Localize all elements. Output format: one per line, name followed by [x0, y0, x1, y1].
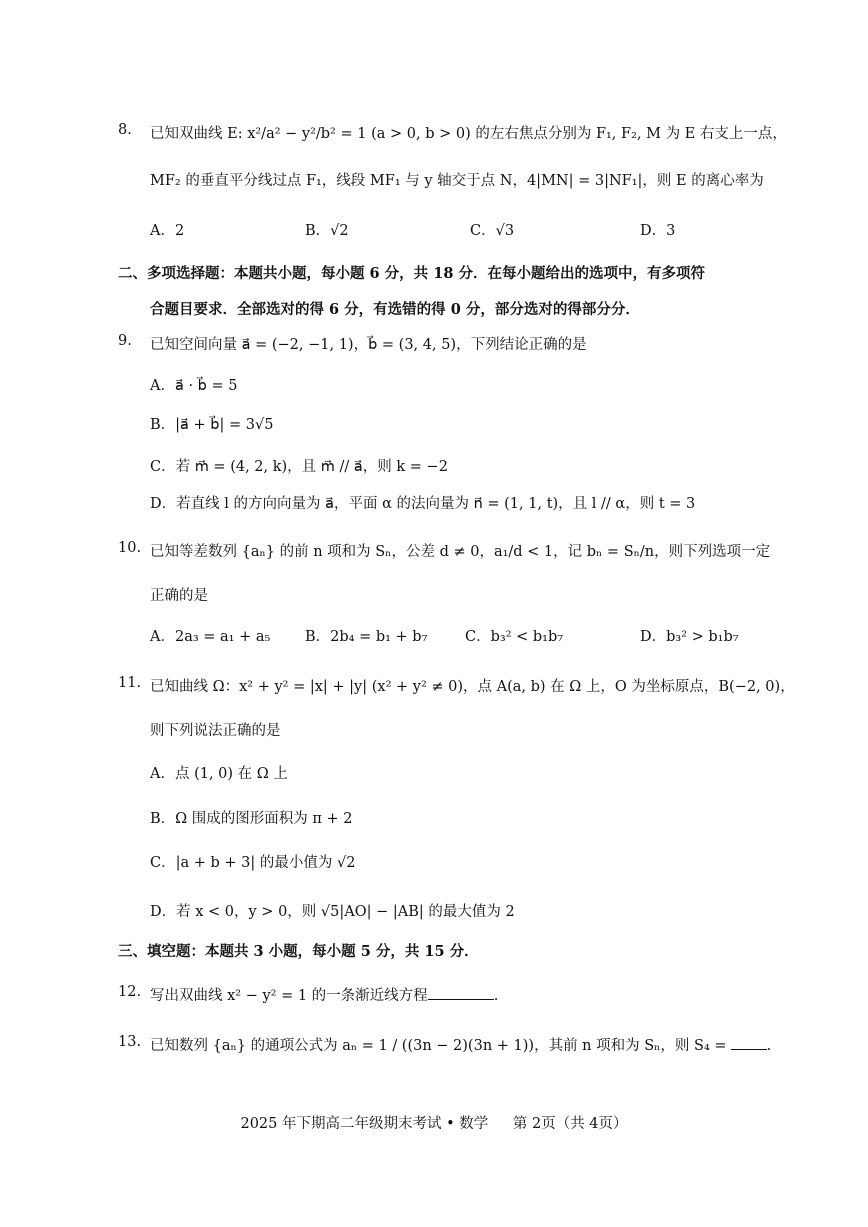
q13-number: 13. — [118, 1034, 142, 1050]
q11-option-a: A．点 (1, 0) 在 Ω 上 — [150, 766, 288, 782]
q9-option-c: C．若 m⃗ = (4, 2, k)，且 m⃗ // a⃗，则 k = −2 — [150, 459, 448, 475]
section2-heading-line1: 二、多项选择题：本题共小题，每小题 6 分，共 18 分．在每小题给出的选项中，有多项符 — [118, 265, 705, 282]
page-footer — [0, 1112, 868, 1133]
q10-option-a: A．2a₃ = a₁ + a₅ — [150, 629, 271, 645]
section3-heading: 三、填空题：本题共 3 小题，每小题 5 分，共 15 分． — [118, 943, 479, 960]
q8-line1: 已知双曲线 E: x²/a² − y²/b² = 1 (a > 0, b > 0) 的左右焦点分别为 F₁, F₂, M 为 E 右支上一点， — [150, 126, 787, 142]
q8-option-c: C．√3 — [470, 223, 515, 239]
q12-stem: 写出双曲线 x² − y² = 1 的一条渐近线方程 — [150, 988, 428, 1004]
q9-number: 9. — [118, 333, 132, 349]
q8-option-d: D．3 — [640, 223, 676, 239]
q8-number: 8. — [118, 122, 132, 138]
q9-stem: 已知空间向量 a⃗ = (−2, −1, 1)，b⃗ = (3, 4, 5)，下列结论正确的是 — [150, 337, 587, 353]
footer-page-number: 第 2页（共 4页） — [512, 1116, 628, 1132]
q10-line2: 正确的是 — [150, 588, 208, 604]
q13-stem: 已知数列 {aₙ} 的通项公式为 aₙ = 1 / ((3n − 2)(3n + 1))，其前 n 项和为 Sₙ，则 S₄ = — [150, 1038, 727, 1054]
footer-exam-title: 2025 年下期高二年级期末考试 • 数学 — [240, 1116, 489, 1132]
q11-line2: 则下列说法正确的是 — [150, 723, 281, 739]
q10-line1: 已知等差数列 {aₙ} 的前 n 项和为 Sₙ，公差 d ≠ 0，a₁/d < 1，记 bₙ = Sₙ/n，则下列选项一定 — [150, 544, 771, 560]
q12-end: . — [493, 988, 499, 1004]
q12-answer-blank — [428, 998, 494, 1000]
q10-option-d: D．b₃² > b₁b₇ — [640, 629, 739, 645]
q8-option-a: A．2 — [150, 223, 185, 239]
q11-option-c: C．|a + b + 3| 的最小值为 √2 — [150, 855, 356, 871]
q8-line2: MF₂ 的垂直平分线过点 F₁，线段 MF₁ 与 y 轴交于点 N，4|MN| = 3|NF₁|，则 E 的离心率为 — [150, 173, 764, 189]
q9-option-a: A．a⃗ · b⃗ = 5 — [150, 378, 238, 394]
section2-heading-line2: 合题目要求．全部选对的得 6 分，有选错的得 0 分，部分选对的得部分分． — [150, 301, 640, 318]
q8-option-b: B．√2 — [305, 223, 349, 239]
q10-number: 10. — [118, 540, 142, 556]
q11-number: 11. — [118, 675, 142, 691]
q13-answer-blank — [731, 1048, 767, 1050]
q10-option-b: B．2b₄ = b₁ + b₇ — [305, 629, 428, 645]
q11-option-d: D．若 x < 0，y > 0，则 √5|AO| − |AB| 的最大值为 2 — [150, 904, 515, 920]
q12-line — [150, 984, 498, 1005]
q10-option-c: C．b₃² < b₁b₇ — [465, 629, 564, 645]
q9-option-d: D．若直线 l 的方向向量为 a⃗，平面 α 的法向量为 n⃗ = (1, 1, t)，且 l // α，则 t = 3 — [150, 496, 696, 512]
q11-option-b: B．Ω 围成的图形面积为 π + 2 — [150, 811, 353, 827]
q13-line — [150, 1034, 771, 1055]
q13-end: . — [766, 1038, 772, 1054]
q9-option-b: B．|a⃗ + b⃗| = 3√5 — [150, 417, 274, 433]
q11-line1: 已知曲线 Ω：x² + y² = |x| + |y| (x² + y² ≠ 0)，点 A(a, b) 在 Ω 上，O 为坐标原点，B(−2, 0)， — [150, 679, 795, 695]
q12-number: 12. — [118, 984, 142, 1000]
